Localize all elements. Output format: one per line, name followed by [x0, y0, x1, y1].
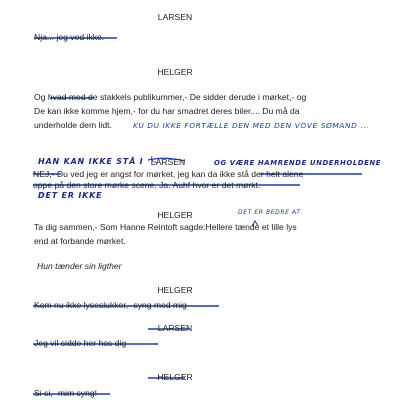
speaker-larsen-1: LARSEN: [157, 12, 193, 22]
text-og: Og: [34, 92, 48, 102]
handwritten-note-han-kan: HAN KAN IKKE STÅ I: [38, 157, 144, 166]
speaker-helger-3: HELGER: [157, 285, 193, 295]
speaker-helger-2: HELGER: [157, 210, 193, 220]
speaker-larsen-2: LARSEN: [150, 157, 186, 167]
line-larsen-3: Jeg vil sidde her hos dig: [34, 338, 127, 348]
line-helger-1a: [34, 93, 306, 102]
handwritten-note-underholdene: OG VÆRE HAMRENDE UNDERHOLDENE: [214, 159, 382, 167]
stage-direction: Hun tænder sin ligther: [37, 261, 122, 271]
handwritten-note-bedre: DET ER BEDRE AT: [238, 209, 301, 216]
struck-hvad-med: hvad med: [47, 92, 86, 102]
speaker-larsen-3: LARSEN: [157, 323, 193, 333]
line-helger-4: Si si,- mim syng!: [34, 388, 98, 398]
handwritten-note-somand: KU DU IKKE FORTÆLLE DEN MED DEN VOVE SØMAND ...: [133, 121, 370, 130]
line-helger-1c: underholde dem lidt.: [34, 120, 112, 130]
line-helger-2a: Ta dig sammen,- Som Hanne Reintoft sagde:Hellere tænde et lille lys: [34, 222, 297, 232]
line-larsen-2b: oppe på den store mørke scene. Ja. Auhf hvor er det mørkt.: [33, 180, 261, 190]
line-larsen-1: Nja... jeg ved ikke.: [34, 32, 105, 42]
text-publikum: de stakkels publikummer,- De sidder derude i mørket,- og: [85, 92, 307, 102]
line-larsen-2a: NEJ,- Du ved jeg er angst for mørket, jeg kan da ikke stå der helt alene: [33, 169, 304, 179]
speaker-helger-1: HELGER: [157, 67, 193, 77]
speaker-helger-4: HELGER: [157, 372, 193, 382]
line-helger-3: Kom nu ikke lyseslukker,- syng med mig: [34, 300, 187, 310]
handwritten-note-det-er-ikke: DET ER IKKE: [38, 191, 103, 200]
line-helger-1b: De kan ikke komme hjem,- for du har smadret deres biler.... Du må da: [34, 106, 300, 116]
line-helger-2b: end at forbande mørket.: [34, 236, 126, 246]
